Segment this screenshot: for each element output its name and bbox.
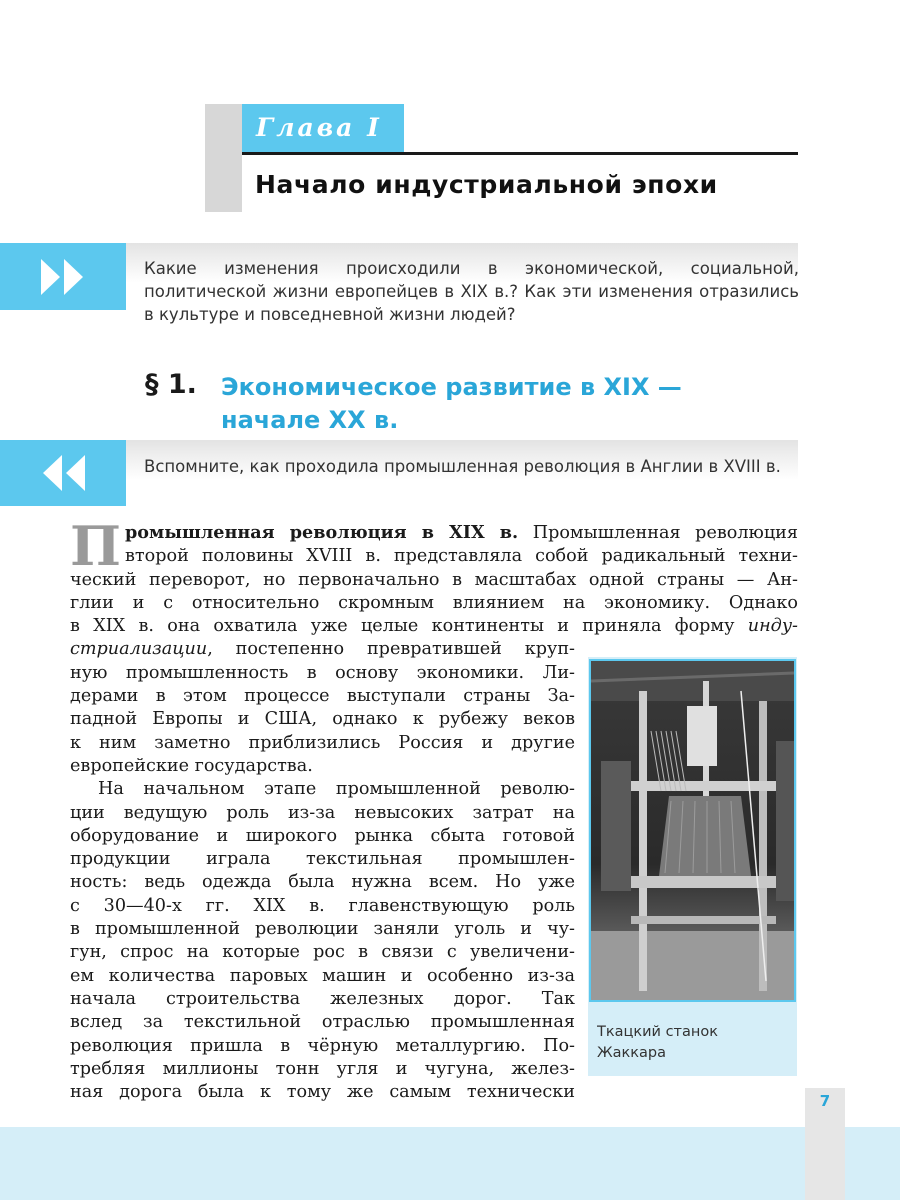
body-line: революция пришла в чёрную металлургию. По- (70, 1035, 575, 1056)
body-line: падной Европы и США, однако к рубежу веков (70, 709, 575, 730)
body-line: ции ведущую роль из-за невысоких затрат на (70, 802, 575, 823)
paragraph-heading: ромышленная революция в XIX в. (125, 522, 519, 543)
body-text-run: в XIX в. она охватила уже целые континенты и приняла форму (70, 616, 748, 637)
body-text-run: Промышленная революция (518, 523, 798, 543)
body-line: ная дорога была к тому же самым технически (70, 1082, 575, 1103)
body-line: ческий переворот, но первоначально в масштабах одной страны — Ан- (70, 569, 798, 590)
figure-caption (597, 1022, 787, 1064)
body-line (70, 638, 575, 661)
italic-term: стриализации (70, 639, 208, 660)
body-line: второй половины XVIII в. представляла собой радикальный техни- (125, 546, 798, 567)
chapter-rule (242, 152, 798, 155)
body-line: вслед за текстильной отраслью промышленная (70, 1012, 575, 1033)
loom-photo (589, 659, 796, 1002)
body-line: продукции играла текстильная промышлен- (70, 849, 575, 870)
body-line: ем количества паровых машин и особенно из-за (70, 965, 575, 986)
figure-caption-line2: Жаккара (597, 1045, 666, 1061)
chapter-label: Глава I (242, 104, 404, 153)
body-text-run: , постепенно превратившей круп- (207, 639, 575, 660)
body-line: На начальном этапе промышленной револю- (98, 779, 575, 800)
body-line: ность: ведь одежда была нужна всем. Но уже (70, 872, 575, 893)
footer-band (0, 1127, 900, 1200)
body-line: к ним заметно приблизились Россия и другие (70, 732, 575, 753)
body-line: начала строительства железных дорог. Так (70, 988, 575, 1009)
drop-cap: П (70, 514, 121, 578)
section-title-line2: начале XX в. (221, 406, 399, 434)
body-line: дерами в этом процессе выступали страны За- (70, 686, 575, 707)
body-line: ную промышленность в основу экономики. Ли- (70, 662, 575, 683)
body-line: с 30—40-х гг. XIX в. главенствующую роль (70, 895, 575, 916)
body-line: европейские государства. (70, 755, 313, 776)
body-line (70, 521, 798, 545)
italic-term: инду- (747, 616, 798, 637)
recall-question-text: Вспомните, как проходила промышленная революция в Англии в XVIII в. (144, 457, 781, 476)
figure-caption-line1: Ткацкий станок (597, 1024, 718, 1040)
body-line: в промышленной революции заняли уголь и чу- (70, 919, 575, 940)
page-number: 7 (819, 1092, 831, 1110)
body-line (70, 615, 798, 638)
body-line: требляя миллионы тонн угля и чугуна, желез- (70, 1058, 575, 1079)
body-line: глии и с относительно скромным влиянием на экономику. Однако (70, 592, 798, 613)
section-number: § 1. (145, 369, 197, 400)
forward-arrows-icon (0, 243, 126, 310)
body-line: оборудование и широкого рынка сбыта готовой (70, 825, 575, 846)
back-arrows-icon (0, 440, 126, 506)
section-title (221, 371, 741, 437)
intro-question-text: Какие изменения происходили в экономической, социальной, политической жизни европейцев в XIX в.? Как эти изменения отразились в культуре и повседневной жизни людей? (144, 259, 799, 324)
chapter-title: Начало индустриальной эпохи (255, 170, 718, 199)
body-line: гун, спрос на которые рос в связи с увеличени- (70, 942, 575, 963)
chapter-grey-bar (205, 104, 242, 212)
section-title-line1: Экономическое развитие в XIX — (221, 373, 682, 401)
